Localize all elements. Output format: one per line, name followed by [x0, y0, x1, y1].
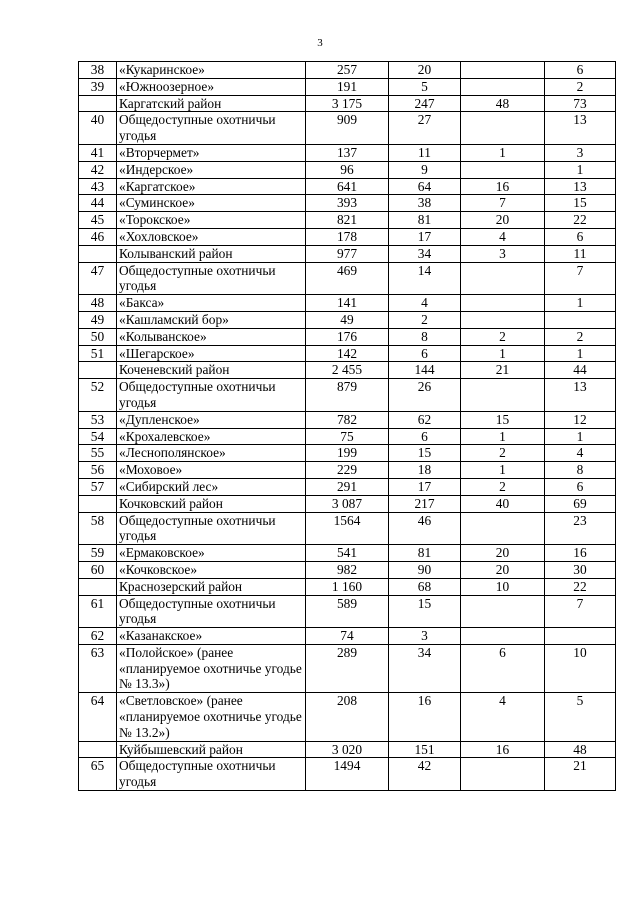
row-number — [79, 495, 117, 512]
value-c: 10 — [461, 578, 545, 595]
value-b: 8 — [389, 328, 461, 345]
value-b: 9 — [389, 161, 461, 178]
value-c: 1 — [461, 462, 545, 479]
value-c: 21 — [461, 362, 545, 379]
value-a: 208 — [306, 693, 389, 741]
value-b: 2 — [389, 311, 461, 328]
row-number: 59 — [79, 545, 117, 562]
table-row — [79, 462, 616, 479]
value-c — [461, 628, 545, 645]
value-c: 1 — [461, 345, 545, 362]
row-number: 57 — [79, 478, 117, 495]
value-c: 48 — [461, 95, 545, 112]
value-c — [461, 311, 545, 328]
value-a: 1564 — [306, 512, 389, 545]
value-a: 2 455 — [306, 362, 389, 379]
row-name: «Моховое» — [117, 462, 306, 479]
row-number: 52 — [79, 379, 117, 412]
value-b: 18 — [389, 462, 461, 479]
table-row — [79, 758, 616, 791]
value-d: 11 — [545, 245, 616, 262]
table-row — [79, 379, 616, 412]
table-row — [79, 512, 616, 545]
value-d: 6 — [545, 228, 616, 245]
page-number: 3 — [317, 37, 323, 49]
table-row — [79, 161, 616, 178]
value-d: 73 — [545, 95, 616, 112]
value-c: 4 — [461, 228, 545, 245]
value-d: 16 — [545, 545, 616, 562]
hunting-grounds-table — [78, 61, 616, 791]
value-d: 3 — [545, 144, 616, 161]
table-row — [79, 693, 616, 741]
value-c: 16 — [461, 741, 545, 758]
district-row — [79, 245, 616, 262]
row-number: 48 — [79, 295, 117, 312]
district-row — [79, 362, 616, 379]
value-a: 541 — [306, 545, 389, 562]
row-number: 65 — [79, 758, 117, 791]
value-b: 15 — [389, 445, 461, 462]
table-row — [79, 545, 616, 562]
row-number: 51 — [79, 345, 117, 362]
value-c: 1 — [461, 428, 545, 445]
value-c: 6 — [461, 644, 545, 692]
row-name: «Южноозерное» — [117, 78, 306, 95]
value-a: 909 — [306, 112, 389, 145]
row-name: Коченевский район — [117, 362, 306, 379]
value-a: 1 160 — [306, 578, 389, 595]
value-d: 13 — [545, 379, 616, 412]
value-b: 151 — [389, 741, 461, 758]
value-b: 20 — [389, 62, 461, 79]
value-b: 217 — [389, 495, 461, 512]
row-number — [79, 741, 117, 758]
value-b: 144 — [389, 362, 461, 379]
value-c: 2 — [461, 445, 545, 462]
value-a: 782 — [306, 411, 389, 428]
value-d: 48 — [545, 741, 616, 758]
district-row — [79, 578, 616, 595]
value-d: 1 — [545, 161, 616, 178]
table-row — [79, 295, 616, 312]
row-name: «Светловское» (ранее «планируемое охотничье угодье № 13.2») — [117, 693, 306, 741]
value-b: 11 — [389, 144, 461, 161]
row-name: Колыванский район — [117, 245, 306, 262]
row-name: Краснозерский район — [117, 578, 306, 595]
row-name: «Крохалевское» — [117, 428, 306, 445]
value-c — [461, 295, 545, 312]
table-row — [79, 195, 616, 212]
value-b: 16 — [389, 693, 461, 741]
table-row — [79, 328, 616, 345]
value-b: 81 — [389, 545, 461, 562]
value-a: 137 — [306, 144, 389, 161]
row-number — [79, 245, 117, 262]
row-name: «Дупленское» — [117, 411, 306, 428]
value-b: 27 — [389, 112, 461, 145]
row-name: Общедоступные охотничьи угодья — [117, 262, 306, 295]
value-d: 1 — [545, 428, 616, 445]
table-row — [79, 62, 616, 79]
table-row — [79, 212, 616, 229]
row-name: «Торокское» — [117, 212, 306, 229]
row-number: 49 — [79, 311, 117, 328]
value-a: 75 — [306, 428, 389, 445]
value-a: 469 — [306, 262, 389, 295]
value-d: 4 — [545, 445, 616, 462]
value-d: 5 — [545, 693, 616, 741]
value-d: 22 — [545, 212, 616, 229]
value-d: 21 — [545, 758, 616, 791]
row-name: «Колыванское» — [117, 328, 306, 345]
value-d: 10 — [545, 644, 616, 692]
value-a: 178 — [306, 228, 389, 245]
value-d: 1 — [545, 345, 616, 362]
value-a: 142 — [306, 345, 389, 362]
table-row — [79, 178, 616, 195]
value-a: 393 — [306, 195, 389, 212]
row-name: Каргатский район — [117, 95, 306, 112]
value-a: 982 — [306, 561, 389, 578]
row-number: 58 — [79, 512, 117, 545]
value-a: 257 — [306, 62, 389, 79]
row-name: «Сибирский лес» — [117, 478, 306, 495]
value-b: 3 — [389, 628, 461, 645]
value-a: 3 020 — [306, 741, 389, 758]
value-c: 3 — [461, 245, 545, 262]
value-d: 2 — [545, 78, 616, 95]
table-row — [79, 445, 616, 462]
row-name: Общедоступные охотничьи угодья — [117, 595, 306, 628]
row-name: «Полойское» (ранее «планируемое охотничье угодье № 13.3») — [117, 644, 306, 692]
row-number: 61 — [79, 595, 117, 628]
value-c: 15 — [461, 411, 545, 428]
value-b: 26 — [389, 379, 461, 412]
value-b: 34 — [389, 245, 461, 262]
row-name: «Леснополянское» — [117, 445, 306, 462]
row-name: «Вторчермет» — [117, 144, 306, 161]
value-b: 15 — [389, 595, 461, 628]
table-row — [79, 262, 616, 295]
value-b: 68 — [389, 578, 461, 595]
value-d: 15 — [545, 195, 616, 212]
value-b: 42 — [389, 758, 461, 791]
table-row — [79, 478, 616, 495]
value-c: 2 — [461, 478, 545, 495]
value-a: 289 — [306, 644, 389, 692]
district-row — [79, 495, 616, 512]
row-name: Кочковский район — [117, 495, 306, 512]
value-d: 22 — [545, 578, 616, 595]
row-number: 39 — [79, 78, 117, 95]
value-d: 44 — [545, 362, 616, 379]
value-c: 4 — [461, 693, 545, 741]
row-number: 56 — [79, 462, 117, 479]
row-number: 53 — [79, 411, 117, 428]
value-c: 16 — [461, 178, 545, 195]
row-name: «Кукаринское» — [117, 62, 306, 79]
row-number: 41 — [79, 144, 117, 161]
value-b: 17 — [389, 228, 461, 245]
table-row — [79, 561, 616, 578]
row-number: 43 — [79, 178, 117, 195]
value-a: 821 — [306, 212, 389, 229]
row-name: «Кашламский бор» — [117, 311, 306, 328]
row-name: «Ермаковское» — [117, 545, 306, 562]
value-a: 229 — [306, 462, 389, 479]
value-b: 247 — [389, 95, 461, 112]
value-a: 176 — [306, 328, 389, 345]
table-row — [79, 112, 616, 145]
value-c — [461, 62, 545, 79]
value-a: 191 — [306, 78, 389, 95]
value-c: 2 — [461, 328, 545, 345]
row-number: 45 — [79, 212, 117, 229]
row-name: «Кочковское» — [117, 561, 306, 578]
row-name: «Хохловское» — [117, 228, 306, 245]
table-row — [79, 311, 616, 328]
value-a: 977 — [306, 245, 389, 262]
table-row — [79, 144, 616, 161]
table-row — [79, 78, 616, 95]
row-number: 38 — [79, 62, 117, 79]
value-c: 7 — [461, 195, 545, 212]
row-name: «Каргатское» — [117, 178, 306, 195]
row-name: «Суминское» — [117, 195, 306, 212]
row-name: «Бакса» — [117, 295, 306, 312]
value-a: 49 — [306, 311, 389, 328]
row-name: «Казанакское» — [117, 628, 306, 645]
row-number — [79, 362, 117, 379]
value-c: 20 — [461, 561, 545, 578]
row-name: Общедоступные охотничьи угодья — [117, 512, 306, 545]
value-c — [461, 379, 545, 412]
row-number: 50 — [79, 328, 117, 345]
value-d: 6 — [545, 62, 616, 79]
value-d: 7 — [545, 262, 616, 295]
row-number: 55 — [79, 445, 117, 462]
table-row — [79, 228, 616, 245]
value-b: 81 — [389, 212, 461, 229]
table-row — [79, 345, 616, 362]
value-a: 291 — [306, 478, 389, 495]
value-b: 38 — [389, 195, 461, 212]
value-a: 96 — [306, 161, 389, 178]
value-b: 17 — [389, 478, 461, 495]
table-row — [79, 428, 616, 445]
row-number: 46 — [79, 228, 117, 245]
value-a: 589 — [306, 595, 389, 628]
row-number: 47 — [79, 262, 117, 295]
row-number — [79, 578, 117, 595]
value-c — [461, 161, 545, 178]
value-b: 6 — [389, 345, 461, 362]
value-c: 1 — [461, 144, 545, 161]
value-b: 4 — [389, 295, 461, 312]
row-number: 62 — [79, 628, 117, 645]
value-a: 199 — [306, 445, 389, 462]
value-b: 46 — [389, 512, 461, 545]
value-a: 3 087 — [306, 495, 389, 512]
value-a: 3 175 — [306, 95, 389, 112]
value-c — [461, 512, 545, 545]
value-c: 20 — [461, 545, 545, 562]
value-a: 74 — [306, 628, 389, 645]
value-b: 34 — [389, 644, 461, 692]
row-name: «Индерское» — [117, 161, 306, 178]
value-d: 7 — [545, 595, 616, 628]
value-a: 641 — [306, 178, 389, 195]
value-d: 8 — [545, 462, 616, 479]
value-d: 23 — [545, 512, 616, 545]
row-name: Общедоступные охотничьи угодья — [117, 112, 306, 145]
value-a: 879 — [306, 379, 389, 412]
value-c — [461, 595, 545, 628]
value-d: 6 — [545, 478, 616, 495]
row-number: 64 — [79, 693, 117, 741]
table-row — [79, 411, 616, 428]
value-b: 62 — [389, 411, 461, 428]
value-c — [461, 758, 545, 791]
row-name: «Шегарское» — [117, 345, 306, 362]
district-row — [79, 741, 616, 758]
value-a: 141 — [306, 295, 389, 312]
table-row — [79, 628, 616, 645]
value-c — [461, 262, 545, 295]
row-name: Куйбышевский район — [117, 741, 306, 758]
value-d — [545, 628, 616, 645]
value-d: 2 — [545, 328, 616, 345]
row-number: 54 — [79, 428, 117, 445]
table-body — [79, 62, 616, 791]
value-b: 64 — [389, 178, 461, 195]
row-name: Общедоступные охотничьи угодья — [117, 379, 306, 412]
row-number: 44 — [79, 195, 117, 212]
table-row — [79, 644, 616, 692]
value-d: 13 — [545, 178, 616, 195]
value-c — [461, 112, 545, 145]
table-row — [79, 595, 616, 628]
value-d: 13 — [545, 112, 616, 145]
row-number: 42 — [79, 161, 117, 178]
value-d: 1 — [545, 295, 616, 312]
value-d: 30 — [545, 561, 616, 578]
value-b: 14 — [389, 262, 461, 295]
value-d: 69 — [545, 495, 616, 512]
value-c — [461, 78, 545, 95]
value-d: 12 — [545, 411, 616, 428]
value-c: 40 — [461, 495, 545, 512]
value-c: 20 — [461, 212, 545, 229]
row-number — [79, 95, 117, 112]
row-number: 40 — [79, 112, 117, 145]
row-number: 63 — [79, 644, 117, 692]
value-b: 90 — [389, 561, 461, 578]
value-b: 5 — [389, 78, 461, 95]
district-row — [79, 95, 616, 112]
value-b: 6 — [389, 428, 461, 445]
row-name: Общедоступные охотничьи угодья — [117, 758, 306, 791]
row-number: 60 — [79, 561, 117, 578]
value-a: 1494 — [306, 758, 389, 791]
value-d — [545, 311, 616, 328]
